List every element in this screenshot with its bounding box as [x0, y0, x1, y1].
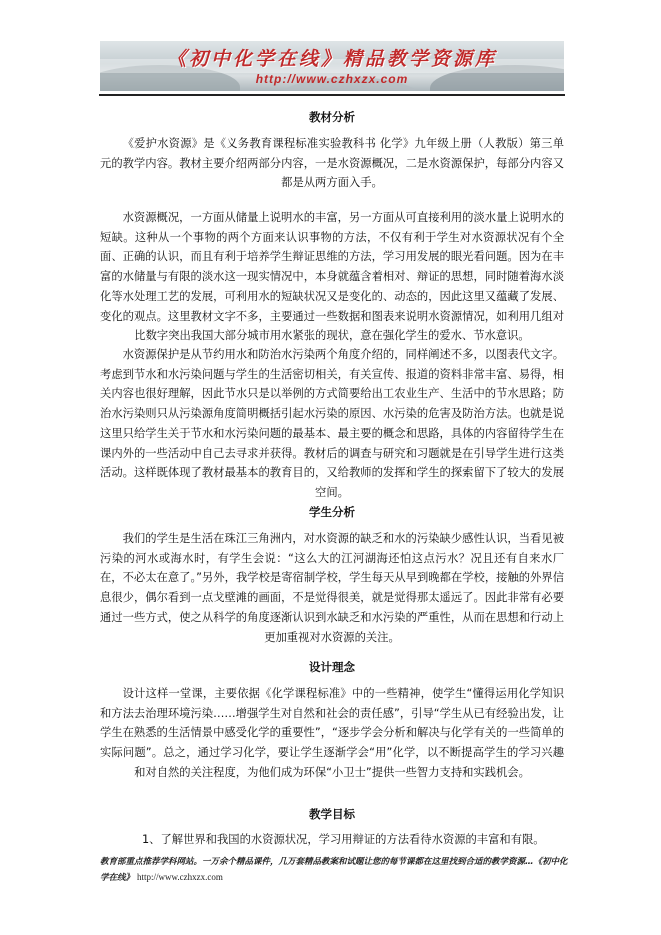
banner-title: 《初中化学在线》精品教学资源库: [166, 48, 497, 70]
footer-text: 教育部重点推荐学科网站。一万余个精品课件，几万套精品教案和试题让您的每节课都在这里找到合适的教学资源…《初中化学在线》: [100, 857, 568, 883]
paragraph-textbook-intro: 《爱护水资源》是《义务教育课程标准实验教科书 化学》九年级上册（人教版）第三单元的教学内容。教材主要介绍两部分内容，一是水资源概况，二是水资源保护，每部分内容又都是从两方面入手。: [100, 137, 564, 190]
section-heading-student-analysis: 学生分析: [309, 505, 355, 519]
page-footer: [100, 855, 570, 886]
header-divider: [99, 94, 565, 96]
paragraph-student-analysis: 我们的学生是生活在珠江三角洲内，对水资源的缺乏和水的污染缺少感性认识，当看见被污染的河水或海水时，有学生会说：“这么大的江河湖海还怕这点污水？况且还有自来水厂在，不必太在意了。”另外，我学校是寄宿制学校，学生每天从早到晚都在学校，接触的外界信息很少，偶尔看到一点戈壁滩的画面，不是觉得很美，就是觉得那太遥远了。因此非常有必要通过一些方式，使之从科学的角度逐渐认识到水缺乏和水污染的严重性，从而在思想和行动上更加重视对水资源的关注。: [100, 532, 564, 644]
footer-link[interactable]: http://www.czhxzx.com: [136, 872, 223, 882]
banner-url[interactable]: http://www.czhxzx.com: [255, 72, 409, 86]
paragraph-water-protection: 水资源保护是从节约用水和防治水污染两个角度介绍的，同样阐述不多，以图表代文字。考虑到节水和水污染问题与学生的生活密切相关，有关宣传、报道的资料非常丰富、易得，相关内容也很好理解，因此节水只是以举例的方式简要给出工农业生产、生活中的节水思路；防治水污染则只从污染源角度简明概括引起水污染的原因、水污染的危害及防治方法。也就是说这里只给学生关于节水和水污染问题的最基本、最主要的概念和思路，具体的内容留待学生在课内外的一些活动中自己去寻求并获得。教材后的调查与研究和习题就是在引导学生进行这类活动。这样既体现了教材最基本的教育目的，又给教师的发挥和学生的探索留下了较大的发展空间。: [100, 348, 564, 499]
section-heading-teaching-goals: 教学目标: [309, 807, 355, 821]
paragraph-goal-1: 1、了解世界和我国的水资源状况，学习用辩证的方法看待水资源的丰富和有限。: [142, 833, 545, 846]
section-heading-design-concept: 设计理念: [309, 660, 355, 674]
header-banner: [100, 41, 564, 91]
paragraph-design-concept: 设计这样一堂课，主要依据《化学课程标准》中的一些精神，使学生“懂得运用化学知识和方法去治理环境污染……增强学生对自然和社会的责任感”，引导“学生从已有经验出发，让学生在熟悉的生活情景中感受化学的重要性”，“逐步学会分析和解决与化学有关的一些简单的实际问题”。总之，通过学习化学，要让学生逐渐学会“用”化学，以不断提高学生的学习兴趣和对自然的关注程度，为他们成为环保“小卫士”提供一些智力支持和实践机会。: [100, 687, 564, 779]
paragraph-water-overview: 水资源概况，一方面从储量上说明水的丰富，另一方面从可直接利用的淡水量上说明水的短缺。这种从一个事物的两个方面来认识事物的方法，不仅有利于学生对水资源状况有个全面、正确的认识，而且有利于培养学生辩证思维的方法，学习用发展的眼光看问题。因为在丰富的水储量与有限的淡水这一现实情况中，本身就蕴含着相对、辩证的思想，同时随着海水淡化等水处理工艺的发展，可利用水的短缺状况又是变化的、动态的，因此这里又蕴藏了发展、变化的观点。这里教材文字不多，主要通过一些数据和图表来说明水资源情况，如利用几组对比数字突出我国大部分城市用水紧张的现状，意在强化学生的爱水、节水意识。: [100, 211, 564, 343]
section-heading-textbook-analysis: 教材分析: [309, 110, 355, 124]
